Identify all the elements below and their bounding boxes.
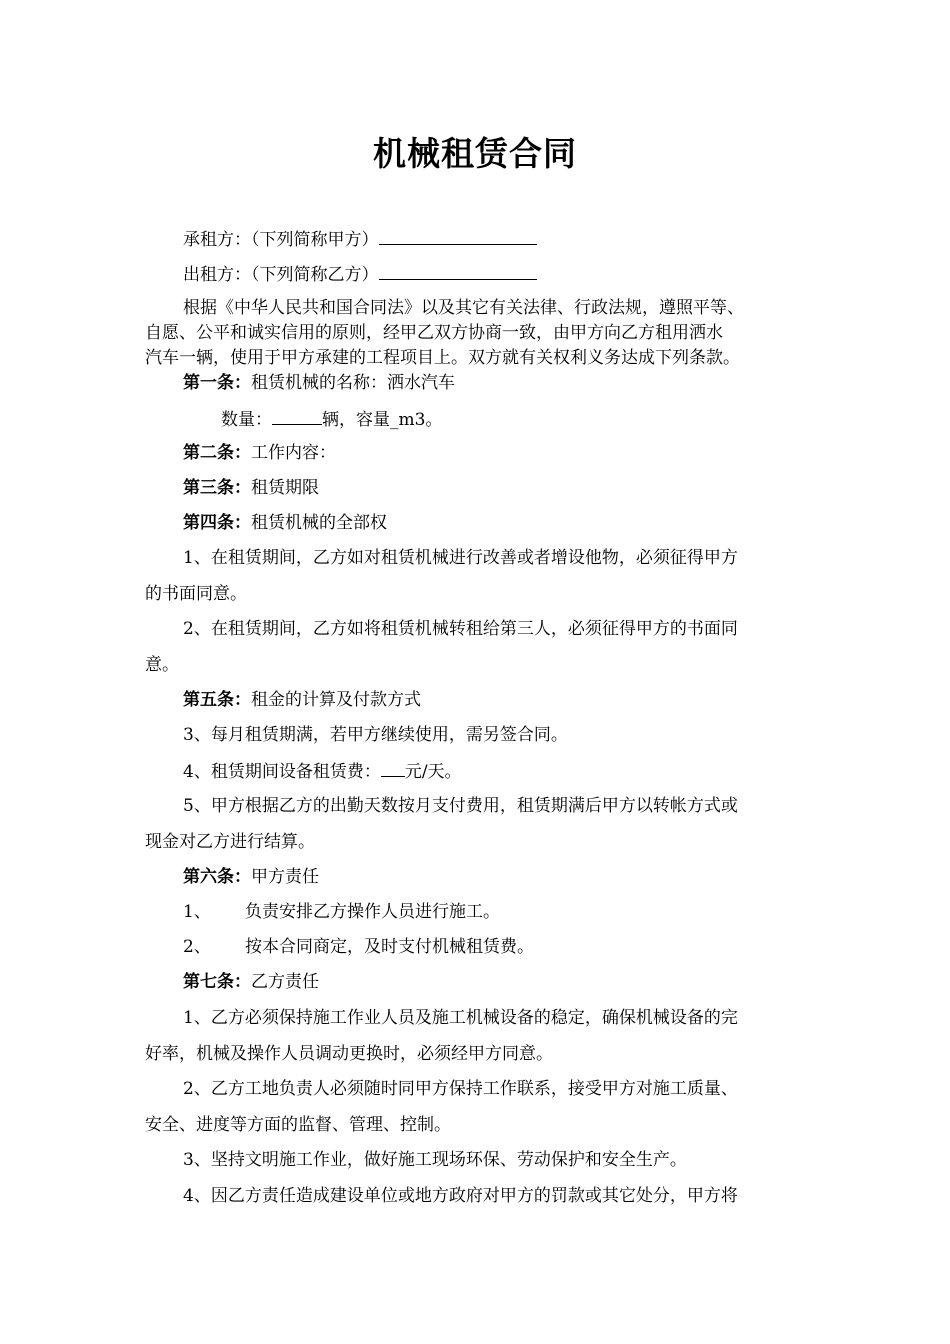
rent-fee-label: 4、租赁期间设备租赁费： <box>183 762 381 782</box>
article-7-heading: 第七条： <box>183 972 251 992</box>
preamble-line-2: 自愿、公平和诚实信用的原则，经甲乙双方协商一致，由甲方向乙方租用洒水 <box>145 323 723 343</box>
lessee-label: 承租方：（下列简称甲方） <box>183 230 379 250</box>
clause-7-4-line-1: 4、因乙方责任造成建设单位或地方政府对甲方的罚款或其它处分，甲方将 <box>183 1186 738 1206</box>
clause-6-2-text: 按本合同商定，及时支付机械租赁费。 <box>245 937 534 957</box>
article-1-text: 租赁机械的名称：洒水汽车 <box>251 373 455 393</box>
clause-7-2-line-1: 2、乙方工地负责人必须随时同甲方保持工作联系，接受甲方对施工质量、 <box>183 1079 738 1099</box>
article-1-heading: 第一条： <box>183 373 251 393</box>
clause-6-2-line <box>145 936 848 958</box>
lessor-blank[interactable] <box>379 262 537 280</box>
lessee-blank[interactable] <box>379 227 537 245</box>
lessor-label: 出租方：（下列简称乙方） <box>183 265 379 285</box>
quantity-line <box>145 407 886 431</box>
clause-7-3-line: 3、坚持文明施工作业，做好施工现场环保、劳动保护和安全生产。 <box>183 1150 687 1170</box>
clause-5-5-line-2: 现金对乙方进行结算。 <box>145 832 315 852</box>
quantity-blank[interactable] <box>272 407 322 425</box>
quantity-unit: 辆，容量_m3。 <box>322 410 443 430</box>
document-title: 机械租赁合同 <box>373 134 577 173</box>
article-6-heading: 第六条： <box>183 867 251 887</box>
preamble-line-3: 汽车一辆，使用于甲方承建的工程项目上。双方就有关权利义务达成下列条款。 <box>145 348 740 368</box>
article-7-line <box>145 971 848 993</box>
clause-4-1-line-2: 的书面同意。 <box>145 584 247 604</box>
clause-5-5-line-1: 5、甲方根据乙方的出勤天数按月支付费用，租赁期满后甲方以转帐方式或 <box>183 796 738 816</box>
article-4-text: 租赁机械的全部权 <box>251 513 387 533</box>
clause-5-4-line <box>145 759 848 783</box>
clause-6-2-number: 2、 <box>183 937 211 957</box>
lessor-line <box>145 262 848 286</box>
article-2-line <box>145 442 848 464</box>
article-5-text: 租金的计算及付款方式 <box>251 690 421 710</box>
clause-6-1-line <box>145 901 848 923</box>
clause-7-1-line-2: 好率，机械及操作人员调动更换时，必须经甲方同意。 <box>145 1044 553 1064</box>
article-2-text: 工作内容： <box>251 443 336 463</box>
clause-6-1-number: 1、 <box>183 902 211 922</box>
article-1-line <box>145 372 848 394</box>
preamble-line-1: 根据《中华人民共和国合同法》以及其它有关法律、行政法规，遵照平等、 <box>183 298 744 318</box>
rent-fee-blank[interactable] <box>381 759 405 777</box>
article-3-line <box>145 477 848 499</box>
quantity-label: 数量： <box>221 410 272 430</box>
clause-4-2-line-2: 意。 <box>145 655 179 675</box>
clause-7-2-line-2: 安全、进度等方面的监督、管理、控制。 <box>145 1115 451 1135</box>
article-4-line <box>145 512 848 534</box>
clause-4-2-line-1: 2、在租赁期间，乙方如将租赁机械转租给第三人，必须征得甲方的书面同 <box>183 619 738 639</box>
article-3-text: 租赁期限 <box>251 478 319 498</box>
clause-4-1-line-1: 1、在租赁期间，乙方如对租赁机械进行改善或者增设他物，必须征得甲方 <box>183 548 738 568</box>
article-5-line <box>145 689 848 711</box>
article-4-heading: 第四条： <box>183 513 251 533</box>
clause-7-1-line-1: 1、乙方必须保持施工作业人员及施工机械设备的稳定，确保机械设备的完 <box>183 1008 738 1028</box>
article-3-heading: 第三条： <box>183 478 251 498</box>
clause-6-1-text: 负责安排乙方操作人员进行施工。 <box>245 902 500 922</box>
lessee-line <box>145 227 848 251</box>
article-7-text: 乙方责任 <box>251 972 319 992</box>
article-2-heading: 第二条： <box>183 443 251 463</box>
rent-fee-unit: 元/天。 <box>404 762 462 782</box>
article-6-line <box>145 866 848 888</box>
clause-5-3-line: 3、每月租赁期满，若甲方继续使用，需另签合同。 <box>183 725 568 745</box>
article-6-text: 甲方责任 <box>251 867 319 887</box>
article-5-heading: 第五条： <box>183 690 251 710</box>
